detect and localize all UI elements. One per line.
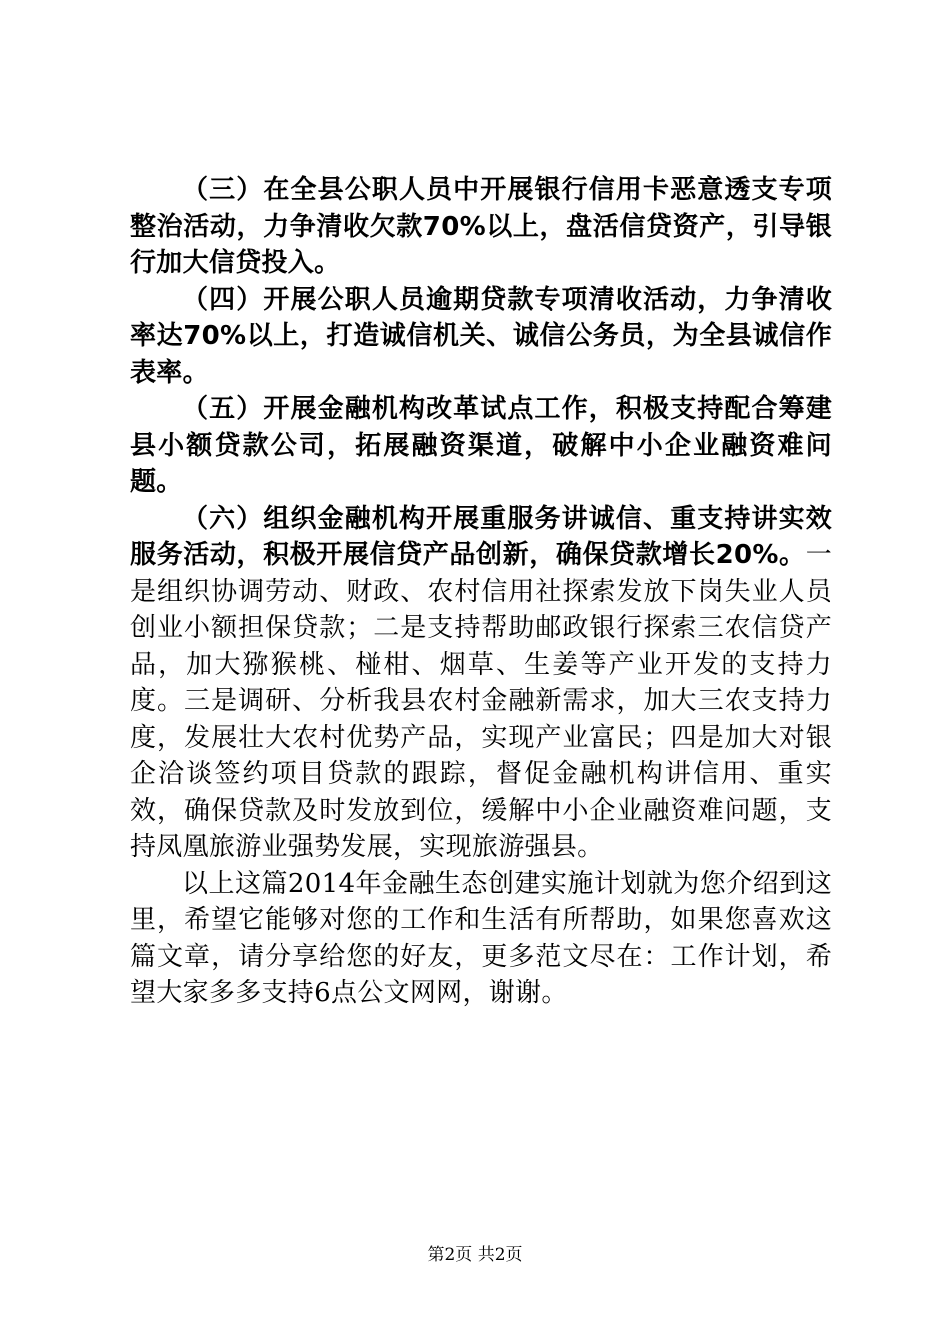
paragraph-six-body: 一是组织协调劳动、财政、农村信用社探索发放下岗失业人员创业小额担保贷款；二是支持帮助邮政银行探索三农信贷产品，加大猕猴桃、椪柑、烟草、生姜等产业开发的支持力度。三是调研、分析我县农村金融新需求，加大三农支持力度，发展壮大农村优势产品，实现产业富民；四是加大对银企洽谈签约项目贷款的跟踪，督促金融机构讲信用、重实效，确保贷款及时发放到位，缓解中小企业融资难问题，支持凤凰旅游业强势发展，实现旅游强县。 (130, 540, 832, 862)
page-number-footer: 第2页 共2页 (427, 1245, 523, 1265)
paragraph-three: （三）在全县公职人员中开展银行信用卡恶意透支专项整治活动，力争清收欠款70%以上，盘活信贷资产，引导银行加大信贷投入。 (130, 175, 832, 278)
paragraph-six-heading: （六）组织金融机构开展重服务讲诚信、重支持讲实效服务活动，积极开展信贷产品创新，确保贷款增长20%。 (130, 503, 832, 570)
paragraph-four: （四）开展公职人员逾期贷款专项清收活动，力争清收率达70%以上，打造诚信机关、诚信公务员，为全县诚信作表率。 (130, 284, 832, 388)
closing-paragraph: 以上这篇2014年金融生态创建实施计划就为您介绍到这里，希望它能够对您的工作和生活有所帮助，如果您喜欢这篇文章，请分享给您的好友，更多范文尽在：工作计划，希望大家多多支持6点公文网网，谢谢。 (130, 868, 832, 1008)
document-body (130, 172, 832, 1012)
paragraph-six (130, 501, 832, 866)
paragraph-five: （五）开展金融机构改革试点工作，积极支持配合筹建县小额贷款公司，拓展融资渠道，破解中小企业融资难问题。 (130, 394, 832, 497)
